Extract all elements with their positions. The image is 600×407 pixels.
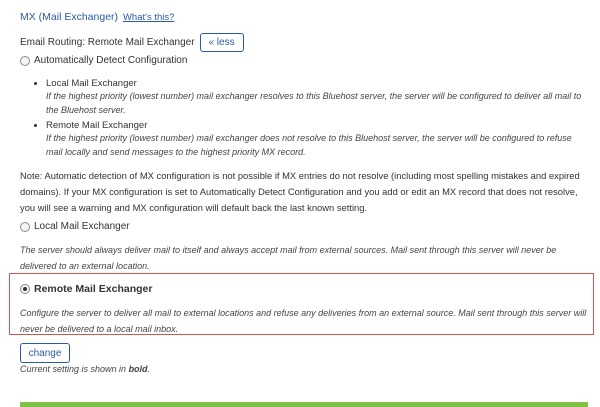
current-setting-prefix: Current setting is shown in [20, 364, 129, 374]
bullet-local [34, 78, 582, 117]
remote-mx-radio[interactable] [20, 284, 30, 294]
remote-mx-option[interactable] [20, 283, 152, 295]
email-routing-row [20, 33, 244, 52]
email-routing-label: Email Routing: Remote Mail Exchanger [20, 37, 195, 48]
bullet-dot-icon [34, 124, 37, 127]
bullet-local-title: Local Mail Exchanger [46, 78, 137, 89]
less-button[interactable]: « less [200, 33, 244, 52]
auto-detect-note: Note: Automatic detection of MX configuration is not possible if MX entries do not resolve (including most spelling mistakes and expired domains). If your MX configuration is set to Automatically Detect Configuration and you add or edit an MX record that does not resolve, you will see a warning and MX configuration will default back the last known setting. [20, 170, 580, 213]
local-mx-description: The server should always deliver mail to itself and always accept mail from external sources. Mail sent through this server will never be delivered to an external location. [20, 245, 557, 271]
bullet-dot-icon [34, 82, 37, 85]
local-mx-option[interactable] [20, 221, 130, 232]
remote-mx-highlight [9, 273, 594, 335]
section-title: MX (Mail Exchanger) [20, 11, 119, 23]
whats-this-link[interactable]: What's this? [122, 12, 175, 23]
local-mx-label: Local Mail Exchanger [34, 221, 130, 232]
bullet-remote [34, 120, 582, 159]
bullet-local-description: If the highest priority (lowest number) mail exchanger resolves to this Bluehost server, the server will be configured to deliver all mail to the Bluehost server. [46, 91, 582, 115]
current-setting-bold: bold [128, 364, 148, 374]
section-header [20, 11, 174, 23]
auto-detect-radio[interactable] [20, 56, 30, 66]
bullet-remote-title: Remote Mail Exchanger [46, 120, 148, 131]
auto-detect-option[interactable] [20, 55, 187, 66]
remote-mx-label: Remote Mail Exchanger [34, 283, 153, 295]
accent-bar [20, 402, 588, 407]
change-button[interactable]: change [20, 343, 70, 363]
bullet-remote-description: If the highest priority (lowest number) mail exchanger does not resolve to this Bluehost server, the server will be configured to refuse mail locally and send messages to the highest priority MX record. [46, 133, 572, 157]
current-setting-suffix: . [147, 364, 151, 374]
auto-detect-label: Automatically Detect Configuration [34, 55, 188, 66]
remote-mx-description: Configure the server to deliver all mail to external locations and refuse any deliveries from an external source. Mail sent through this server will never be delivered to a local mail inbox. [20, 308, 587, 334]
current-setting-note [20, 364, 150, 374]
local-mx-radio[interactable] [20, 222, 30, 232]
